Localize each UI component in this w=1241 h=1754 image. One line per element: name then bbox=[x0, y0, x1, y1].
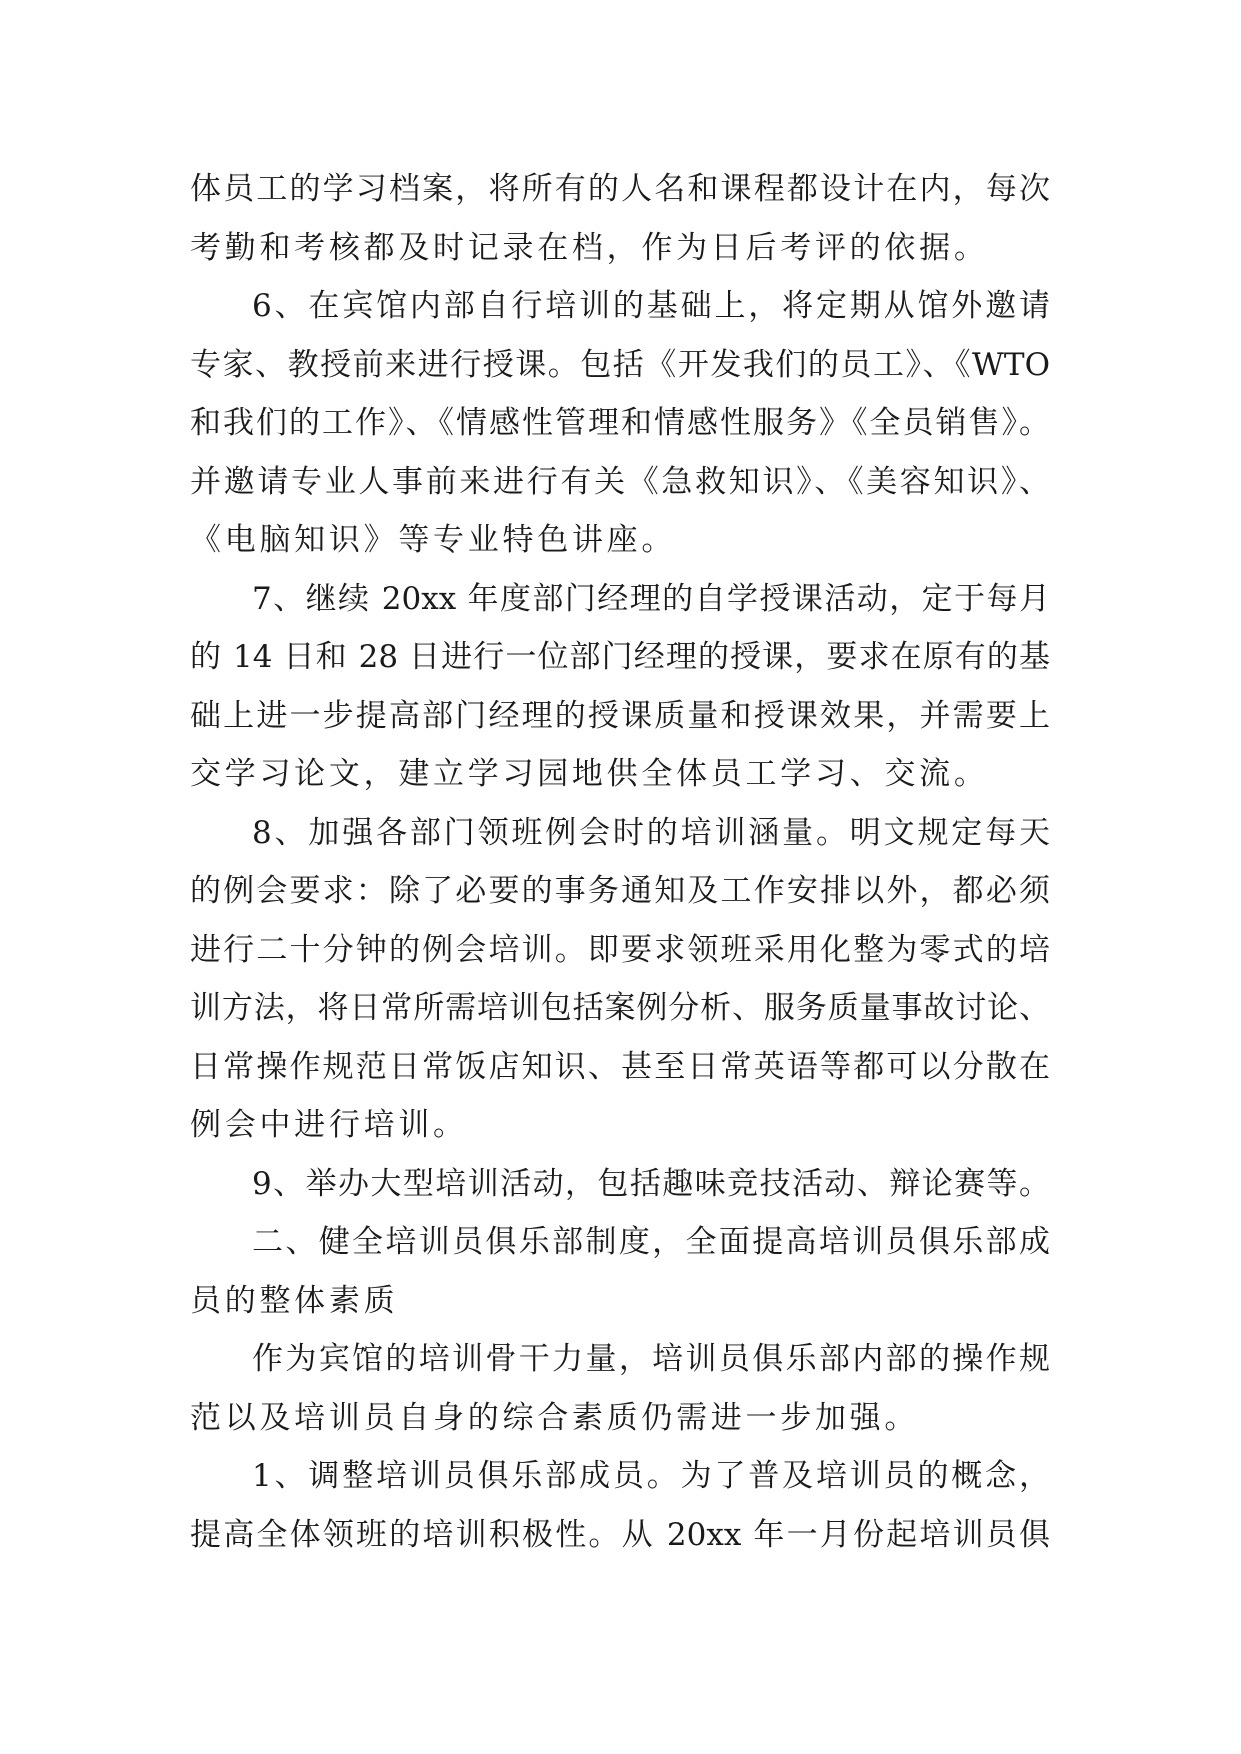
text-line: 二、健全培训员俱乐部制度，全面提高培训员俱乐部成 bbox=[252, 1224, 1050, 1260]
text-line: 专家、教授前来进行授课。包括《开发我们的员工》、《WTO bbox=[190, 346, 1050, 383]
text-line: 进行二十分钟的例会培训。即要求领班采用化整为零式的培 bbox=[190, 931, 1050, 968]
text-line: 《电脑知识》等专业特色讲座。 bbox=[190, 522, 677, 558]
text-line: 范以及培训员自身的综合素质仍需进一步加强。 bbox=[190, 1399, 920, 1436]
text-line: 考勤和考核都及时记录在档，作为日后考评的依据。 bbox=[190, 229, 989, 266]
text-line: 体员工的学习档案，将所有的人名和课程都设计在内，每次 bbox=[190, 171, 1050, 207]
text-line: 例会中进行培训。 bbox=[190, 1107, 468, 1143]
text-line: 的例会要求：除了必要的事务通知及工作安排以外，都必须 bbox=[190, 873, 1050, 909]
text-line: 并邀请专业人事前来进行有关《急救知识》、《美容知识》、 bbox=[190, 463, 1050, 500]
text-line: 7、继续 20xx 年度部门经理的自学授课活动，定于每月 bbox=[252, 580, 1050, 617]
text-line: 交学习论文，建立学习园地供全体员工学习、交流。 bbox=[190, 756, 989, 792]
text-line: 训方法，将日常所需培训包括案例分析、服务质量事故讨论、 bbox=[190, 990, 1050, 1026]
text-line: 和我们的工作》、《情感性管理和情感性服务》《全员销售》。 bbox=[190, 405, 1050, 441]
text-line: 6、在宾馆内部自行培训的基础上，将定期从馆外邀请 bbox=[252, 288, 1050, 324]
text-line: 作为宾馆的培训骨干力量，培训员俱乐部内部的操作规 bbox=[252, 1341, 1050, 1377]
text-line: 的 14 日和 28 日进行一位部门经理的授课，要求在原有的基 bbox=[190, 639, 1050, 675]
text-line: 员的整体素质 bbox=[190, 1282, 399, 1319]
text-line: 1、调整培训员俱乐部成员。为了普及培训员的概念， bbox=[252, 1458, 1050, 1494]
text-line: 础上进一步提高部门经理的授课质量和授课效果，并需要上 bbox=[190, 697, 1050, 734]
text-line: 提高全体领班的培训积极性。从 20xx 年一月份起培训员俱 bbox=[190, 1516, 1050, 1553]
text-line: 日常操作规范日常饭店知识、甚至日常英语等都可以分散在 bbox=[190, 1048, 1050, 1085]
document-body bbox=[190, 160, 1050, 1564]
text-line: 9、举办大型培训活动，包括趣味竞技活动、辩论赛等。 bbox=[252, 1165, 1050, 1202]
text-line: 8、加强各部门领班例会时的培训涵量。明文规定每天 bbox=[252, 814, 1050, 851]
